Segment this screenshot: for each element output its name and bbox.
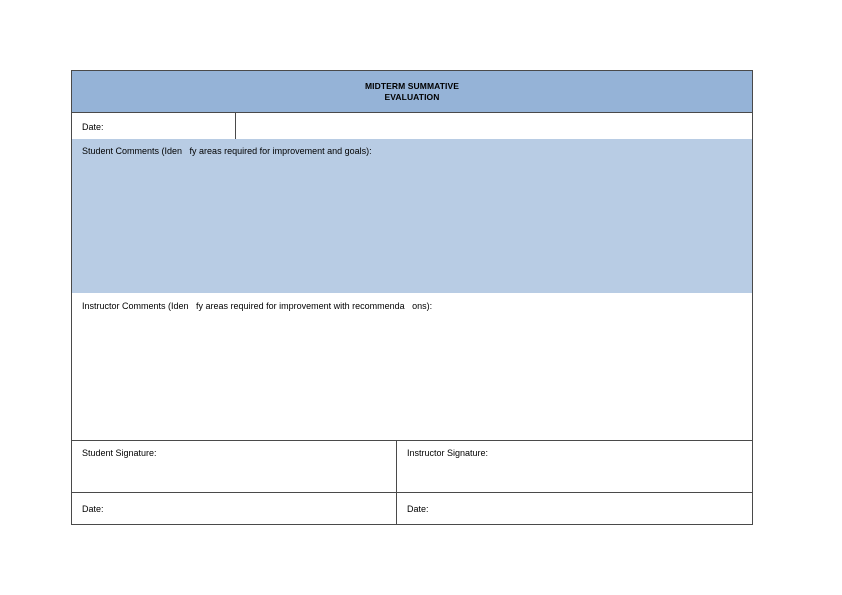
form-title-line1: MIDTERM SUMMATIVE bbox=[364, 80, 460, 91]
date-row bbox=[72, 113, 752, 139]
date-label-cell bbox=[72, 113, 236, 139]
instructor-date-cell[interactable] bbox=[397, 493, 752, 524]
student-comments-field[interactable] bbox=[72, 159, 752, 293]
form-header bbox=[72, 71, 752, 113]
instructor-date-label: Date: bbox=[407, 504, 429, 514]
date-field[interactable] bbox=[236, 113, 752, 139]
student-date-label: Date: bbox=[82, 504, 104, 514]
student-date-cell[interactable] bbox=[72, 493, 397, 524]
student-comments-section bbox=[72, 139, 752, 293]
student-signature-label: Student Signature: bbox=[82, 448, 157, 458]
instructor-comments-field[interactable] bbox=[72, 313, 752, 440]
instructor-comments-section bbox=[72, 293, 752, 441]
midterm-evaluation-form bbox=[71, 70, 753, 525]
form-title-line2: EVALUATION bbox=[384, 91, 440, 102]
student-signature-cell[interactable] bbox=[72, 441, 397, 492]
instructor-signature-cell[interactable] bbox=[397, 441, 752, 492]
instructor-signature-label: Instructor Signature: bbox=[407, 448, 489, 458]
signature-date-row bbox=[72, 493, 752, 524]
student-comments-label: Student Comments (Iden fy areas required for improvement and goals): bbox=[82, 146, 372, 156]
date-label: Date: bbox=[82, 122, 104, 132]
instructor-comments-label: Instructor Comments (Iden fy areas required for improvement with recommenda ons): bbox=[82, 301, 433, 311]
signature-row bbox=[72, 441, 752, 493]
